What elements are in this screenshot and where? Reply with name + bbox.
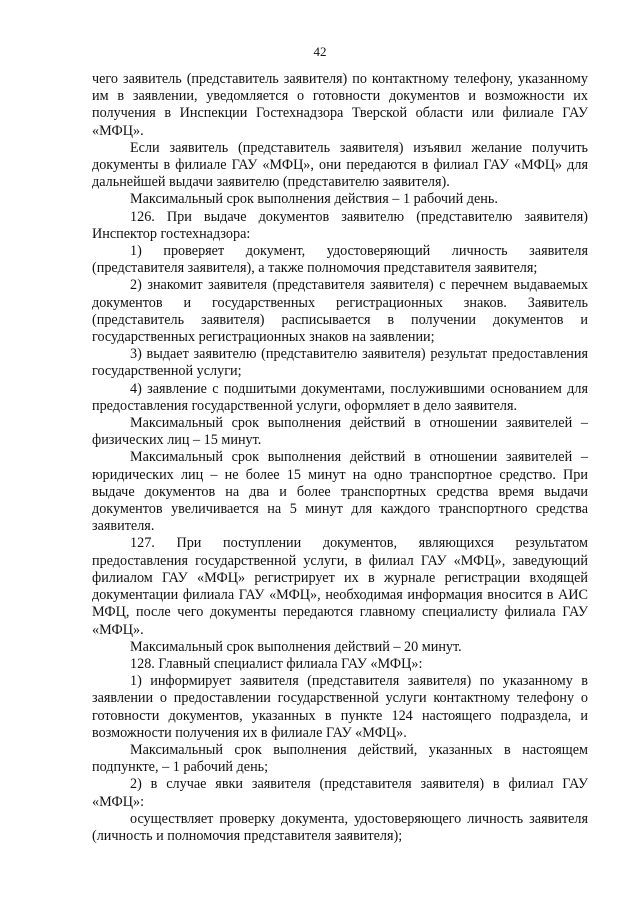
- paragraph: Максимальный срок выполнения действий, указанных в настоящем подпункте, – 1 рабочий день;: [92, 741, 588, 776]
- document-body: [92, 71, 588, 845]
- paragraph: Если заявитель (представитель заявителя) изъявил желание получить документы в филиале ГАУ «МФЦ», они передаются в филиал ГАУ «МФЦ» для дальнейшей выдачи заявителю (представителю заявителя).: [92, 139, 588, 191]
- paragraph: осуществляет проверку документа, удостоверяющего личность заявителя (личность и полномочия представителя заявителя);: [92, 810, 588, 844]
- paragraph: Максимальный срок выполнения действия – 1 рабочий день.: [130, 191, 498, 208]
- paragraph: Максимальный срок выполнения действий – 20 минут.: [130, 638, 462, 655]
- paragraph: чего заявитель (представитель заявителя) по контактному телефону, указанному им в заявлении, уведомляется о готовности документов и возможности их получения в Инспекции Гостехнадзора Тверской области или филиале ГАУ «МФЦ».: [92, 71, 588, 139]
- paragraph: 3) выдает заявителю (представителю заявителя) результат предоставления государственной услуги;: [92, 346, 588, 380]
- page-number: 42: [313, 44, 327, 59]
- paragraph: 1) проверяет документ, удостоверяющий личность заявителя (представителя заявителя), а также полномочия представителя заявителя;: [92, 243, 588, 277]
- paragraph: 4) заявление с подшитыми документами, послужившими основанием для предоставления государственной услуги, оформляет в дело заявителя.: [92, 380, 588, 414]
- paragraph: 2) знакомит заявителя (представителя заявителя) с перечнем выдаваемых документов и государственных регистрационных знаков. Заявитель (представитель заявителя) расписывается в получении документов и государственных регистрационных знаков на заявлении;: [92, 277, 588, 346]
- paragraph: 127. При поступлении документов, являющихся результатом предоставления государственной услуги, в филиал ГАУ «МФЦ», заведующий филиалом ГАУ «МФЦ» регистрирует их в журнале регистрации входящей документации филиала ГАУ «МФЦ», необходимая информация вносится в АИС МФЦ, после чего документы передаются главному специалисту филиала ГАУ «МФЦ».: [92, 535, 588, 638]
- paragraph: 2) в случае явки заявителя (представителя заявителя) в филиал ГАУ «МФЦ»:: [92, 776, 588, 810]
- paragraph: Максимальный срок выполнения действий в отношении заявителей – физических лиц – 15 минут.: [92, 415, 588, 449]
- paragraph: 126. При выдаче документов заявителю (представителю заявителя) Инспектор гостехнадзора:: [92, 208, 588, 242]
- paragraph: 1) информирует заявителя (представителя заявителя) по указанному в заявлении о предоставлении государственной услуги контактному телефону о готовности документов, указанных в пункте 124 настоящего подраздела, и возможности получения их в филиале ГАУ «МФЦ».: [92, 673, 588, 741]
- paragraph: 128. Главный специалист филиала ГАУ «МФЦ»:: [130, 655, 423, 672]
- paragraph: Максимальный срок выполнения действий в отношении заявителей – юридических лиц – не более 15 минут на одно транспортное средство. При выдаче документов на два и более транспортных средства время выдачи документов увеличивается на 5 минут для каждого транспортного средства заявителя.: [92, 449, 588, 535]
